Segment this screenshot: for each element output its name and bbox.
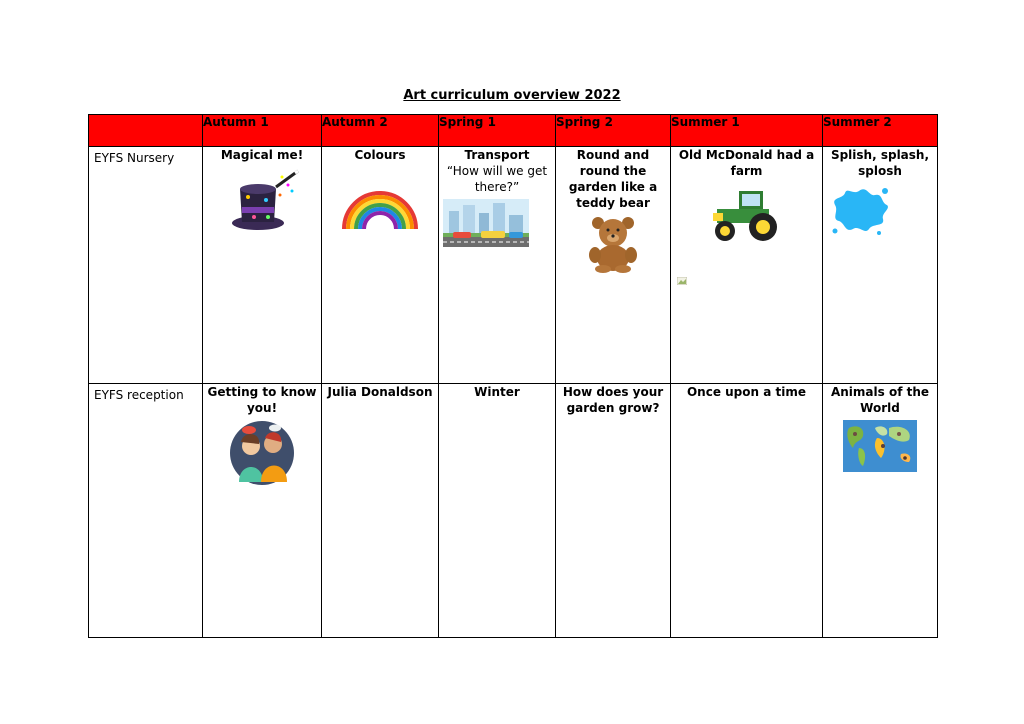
- header-spring-1: Spring 1: [439, 115, 556, 147]
- table-cell: [439, 147, 556, 384]
- header-summer-2: Summer 2: [823, 115, 938, 147]
- cell-content: [671, 147, 822, 383]
- table-cell: [556, 384, 671, 638]
- topic-title: Transport: [464, 148, 530, 162]
- magic-hat-icon: [222, 167, 302, 233]
- topic-title: Winter: [474, 385, 520, 399]
- topic-title: Round and round the garden like a teddy bear: [568, 148, 658, 210]
- topic-title: Getting to know you!: [207, 385, 317, 415]
- table-cell: [556, 147, 671, 384]
- table-cell: [823, 147, 938, 384]
- table-row: [89, 147, 938, 384]
- table-cell: [439, 384, 556, 638]
- header-row: [89, 115, 938, 147]
- table-cell: [671, 147, 823, 384]
- table-cell: [671, 384, 823, 638]
- teddy-bear-icon: [583, 215, 643, 273]
- table-row: [89, 384, 938, 638]
- header-summer-1: Summer 1: [671, 115, 823, 147]
- water-splash-icon: [829, 183, 891, 237]
- page-title: Art curriculum overview 2022: [403, 88, 621, 103]
- table-cell: [322, 147, 439, 384]
- table-cell: [203, 384, 322, 638]
- tractor-icon: [709, 183, 785, 243]
- small-image-icon: [677, 277, 687, 285]
- topic-title: Old McDonald had a farm: [678, 148, 815, 178]
- row-label-nursery: EYFS Nursery: [89, 147, 203, 384]
- curriculum-table: [88, 114, 938, 638]
- row-label-reception: EYFS reception: [89, 384, 203, 638]
- table-cell: [203, 147, 322, 384]
- table-cell: [823, 384, 938, 638]
- header-autumn-2: Autumn 2: [322, 115, 439, 147]
- topic-title: Once upon a time: [686, 385, 807, 399]
- topic-title: Splish, splash, splosh: [830, 148, 930, 178]
- topic-title: Colours: [354, 148, 406, 162]
- table-cell: [322, 384, 439, 638]
- people-talking-icon: [229, 420, 295, 486]
- rainbow-icon: [340, 185, 420, 233]
- topic-question: “How will we get there?”: [446, 164, 548, 194]
- header-cell-blank: [89, 115, 203, 147]
- world-animal-map-icon: [843, 420, 917, 472]
- header-autumn-1: Autumn 1: [203, 115, 322, 147]
- topic-title: How does your garden grow?: [562, 385, 664, 415]
- topic-title: Magical me!: [220, 148, 304, 162]
- transport-city-icon: [443, 199, 529, 247]
- topic-title: Julia Donaldson: [327, 385, 433, 399]
- header-spring-2: Spring 2: [556, 115, 671, 147]
- topic-title: Animals of the World: [830, 385, 930, 415]
